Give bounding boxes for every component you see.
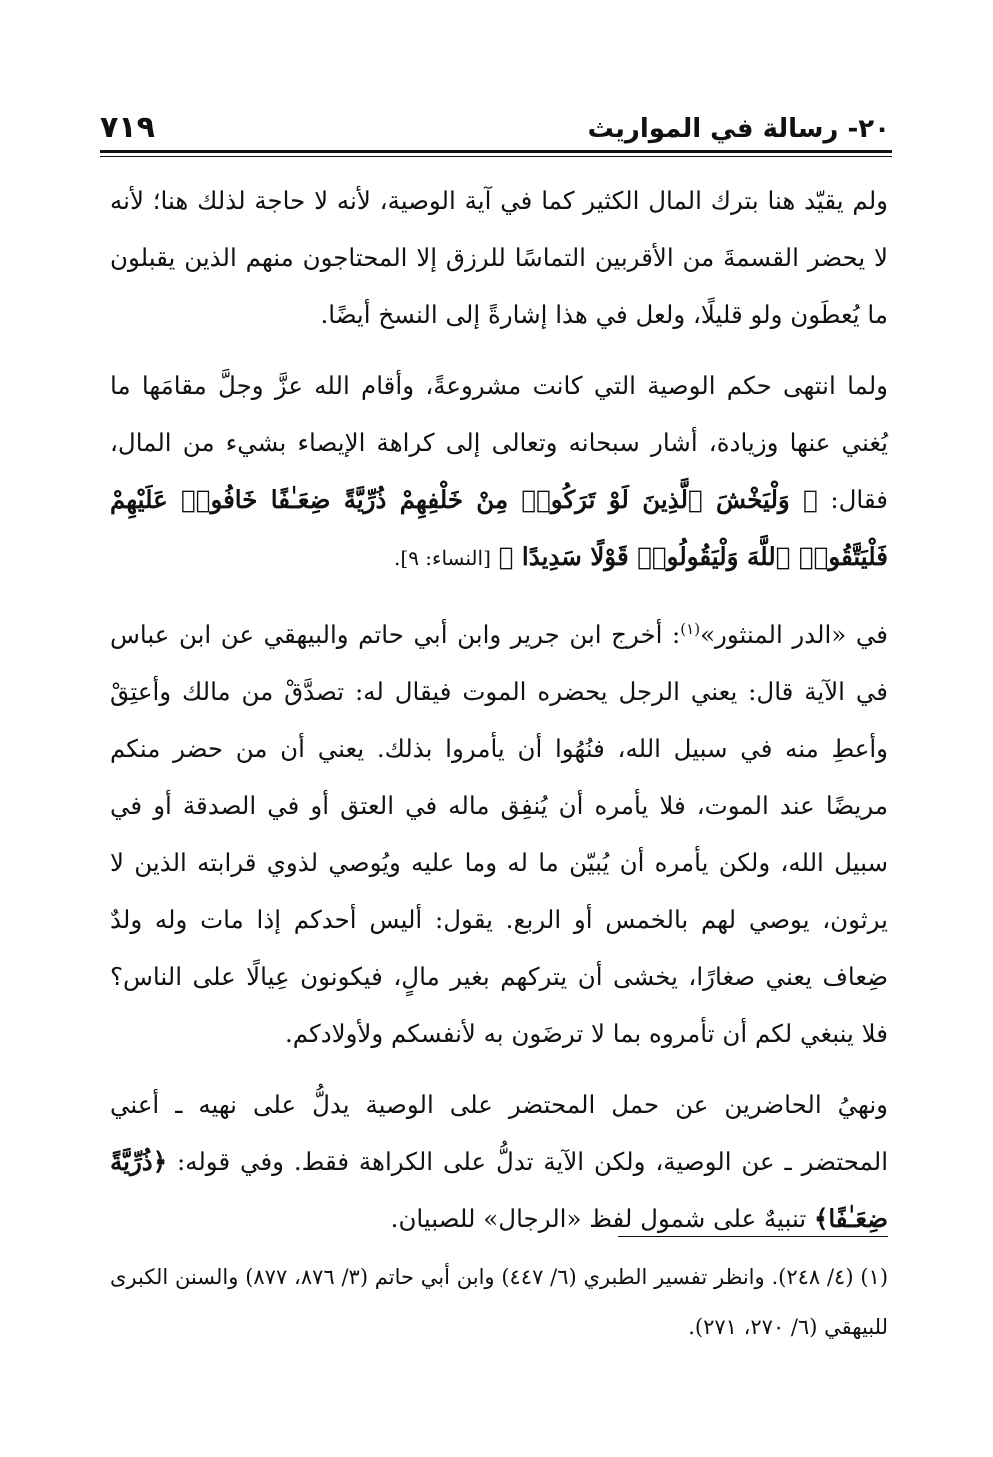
paragraph-3 — [110, 601, 888, 1062]
paragraph-text: ونهيُ الحاضرين عن حمل المحتضر على الوصية يدلُّ على نهيه ـ أعني المحتضر ـ عن الوصية، ولكن الآية تدلُّ على الكراهة فقط. وفي قوله: — [110, 1090, 889, 1177]
footnote-number: (١) — [860, 1265, 889, 1289]
main-text — [110, 172, 888, 1247]
paragraph-text: : أخرج ابن جرير وابن أبي حاتم والبيهقي عن ابن عباس في الآية قال: يعني الرجل يحضره الموت فيقال له: تصدَّقْ من مالك وأعتِقْ وأعطِ منه في سبيل الله، فنُهُوا أن يأمروا بذلك. يعني أن من حضر منكم مريضًا عند الموت، فلا يأمره أن يُنفِق ماله في العتق أو في الصدقة أو في سبيل الله، ولكن يأمره أن يُبيّن ما له وما عليه ويُوصي لذوي قرابته الذين لا يرثون، يوصي لهم بالخمس أو الربع. يقول: أليس أحدكم إذا مات وله ولدٌ ضِعاف يعني صغارًا، يخشى أن يتركهم بغير مالٍ، فيكونون عِيالًا على الناس؟ فلا ينبغي لكم أن تأمروه بما لا ترضَون به لأنفسكم ولأولادكم. — [110, 620, 888, 1049]
running-title: ٢٠- رسالة في المواريث — [587, 114, 890, 144]
paragraph-text: ولم يقيّد هنا بترك المال الكثير كما في آية الوصية، لأنه لا حاجة لذلك هنا؛ لأنه لا يحضر القسمةَ من الأقربين التماسًا للرزق إلا المحتاجون منهم الذين يقبلون ما يُعطَون ولو قليلًا، ولعل في هذا إشارةً إلى النسخ أيضًا. — [110, 186, 888, 329]
verse-reference: [النساء: ٩]. — [394, 546, 491, 570]
page-header — [100, 110, 890, 150]
paragraph-text: ولما انتهى حكم الوصية التي كانت مشروعةً، وأقام الله عزَّ وجلَّ مقامَها ما يُغني عنها وزيادة، أشار سبحانه وتعالى إلى كراهة الإيصاء بشيء من المال، فقال: — [110, 371, 888, 514]
source-title: في «الدر المنثور» — [700, 620, 888, 650]
paragraph-1 — [110, 172, 888, 343]
paragraph-tail: تنبيهٌ على شمول لفظ «الرجال» للصبيان. — [390, 1204, 807, 1234]
header-rule — [100, 150, 892, 153]
quran-excerpt: ﴿ذُرِّيَّةً ضِعَـٰفًا﴾ — [110, 1147, 888, 1234]
footnote-text: (٤/ ٢٤٨). وانظر تفسير الطبري (٦/ ٤٤٧) وابن أبي حاتم (٣/ ٨٧٦، ٨٧٧) والسنن الكبرى للبيهقي (٦/ ٢٧٠، ٢٧١). — [110, 1265, 888, 1339]
footnote-1 — [110, 1252, 888, 1352]
footnotes — [110, 1252, 888, 1352]
page-number: ٧١٩ — [100, 110, 155, 145]
quran-verse: ﴿ وَلْيَخْشَ ٱلَّذِينَ لَوْ تَرَكُوا۟ مِنْ خَلْفِهِمْ ذُرِّيَّةً ضِعَـٰفًا خَافُوا۟ عَلَيْهِمْ فَلْيَتَّقُوا۟ ٱللَّهَ وَلْيَقُولُوا۟ قَوْلًا سَدِيدًا ﴾ — [110, 485, 888, 571]
footnote-separator — [618, 1236, 888, 1237]
footnote-marker[interactable]: (١) — [680, 620, 701, 638]
header-rule-thin — [100, 156, 892, 157]
paragraph-2 — [110, 357, 888, 587]
paragraph-4 — [110, 1076, 888, 1247]
